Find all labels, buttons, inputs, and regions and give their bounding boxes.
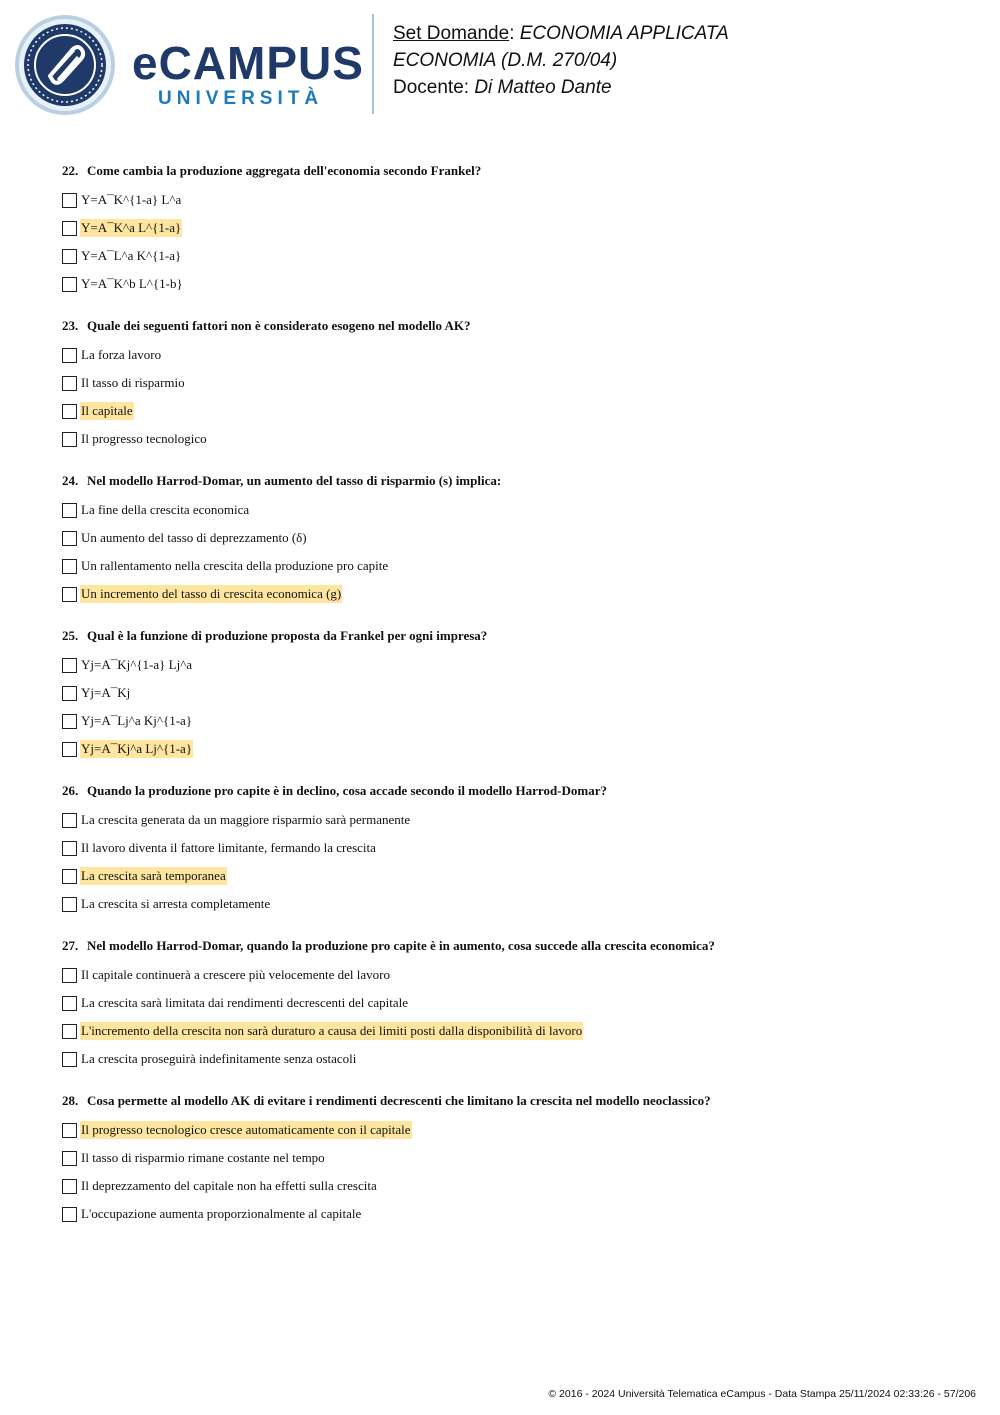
- checkbox[interactable]: [62, 587, 77, 602]
- answer-option[interactable]: [62, 707, 962, 735]
- checkbox[interactable]: [62, 869, 77, 884]
- checkbox[interactable]: [62, 1207, 77, 1222]
- question-title: [62, 935, 962, 957]
- answer-option[interactable]: [62, 524, 962, 552]
- question-text: Nel modello Harrod-Domar, quando la produzione pro capite è in aumento, cosa succede alla crescita economica?: [87, 938, 715, 953]
- question-22: [62, 160, 962, 298]
- answer-option[interactable]: [62, 1017, 962, 1045]
- option-text: Il deprezzamento del capitale non ha effetti sulla crescita: [81, 1178, 377, 1193]
- answer-option[interactable]: [62, 651, 962, 679]
- question-number: 22.: [62, 163, 79, 178]
- answer-option[interactable]: [62, 834, 962, 862]
- question-title: [62, 1090, 962, 1112]
- question-title: [62, 780, 962, 802]
- question-number: 28.: [62, 1093, 79, 1108]
- answer-option[interactable]: [62, 961, 962, 989]
- checkbox[interactable]: [62, 1123, 77, 1138]
- question-text: Nel modello Harrod-Domar, un aumento del tasso di risparmio (s) implica:: [87, 473, 502, 488]
- question-number: 24.: [62, 473, 79, 488]
- checkbox[interactable]: [62, 1024, 77, 1039]
- page-header: [0, 0, 1000, 130]
- answer-option[interactable]: [62, 270, 962, 298]
- question-26: [62, 780, 962, 918]
- checkbox[interactable]: [62, 404, 77, 419]
- page-footer: © 2016 - 2024 Università Telematica eCampus - Data Stampa 25/11/2024 02:33:26 - 57/206: [548, 1388, 976, 1400]
- answer-option[interactable]: [62, 1200, 962, 1228]
- option-text: L'occupazione aumenta proporzionalmente al capitale: [81, 1206, 362, 1221]
- question-text: Quando la produzione pro capite è in declino, cosa accade secondo il modello Harrod-Domar?: [87, 783, 607, 798]
- answer-option[interactable]: [62, 214, 962, 242]
- option-text: La forza lavoro: [81, 347, 162, 362]
- option-text: Y=A¯K^{1-a} L^a: [81, 192, 182, 207]
- checkbox[interactable]: [62, 432, 77, 447]
- answer-option[interactable]: [62, 735, 962, 763]
- answer-option[interactable]: [62, 1144, 962, 1172]
- option-text-highlighted: Y=A¯K^a L^{1-a}: [81, 220, 182, 235]
- option-text-highlighted: L'incremento della crescita non sarà duraturo a causa dei limiti posti dalla disponibilità di lavoro: [81, 1023, 583, 1038]
- option-text: Y=A¯K^b L^{1-b}: [81, 276, 183, 291]
- option-text: Un rallentamento nella crescita della produzione pro capite: [81, 558, 389, 573]
- checkbox[interactable]: [62, 376, 77, 391]
- checkbox[interactable]: [62, 686, 77, 701]
- question-25: [62, 625, 962, 763]
- checkbox[interactable]: [62, 1151, 77, 1166]
- option-text-highlighted: Un incremento del tasso di crescita economica (g): [81, 586, 342, 601]
- answer-option[interactable]: [62, 890, 962, 918]
- checkbox[interactable]: [62, 531, 77, 546]
- option-text: La crescita sarà limitata dai rendimenti decrescenti del capitale: [81, 995, 408, 1010]
- option-text: La fine della crescita economica: [81, 502, 250, 517]
- checkbox[interactable]: [62, 1052, 77, 1067]
- option-text-highlighted: Il progresso tecnologico cresce automaticamente con il capitale: [81, 1122, 411, 1137]
- option-text-highlighted: Il capitale: [81, 403, 133, 418]
- answer-option[interactable]: [62, 397, 962, 425]
- option-text: Il progresso tecnologico: [81, 431, 207, 446]
- docente-line: [393, 74, 729, 101]
- set-value: ECONOMIA APPLICATA: [519, 23, 729, 44]
- checkbox[interactable]: [62, 503, 77, 518]
- question-number: 25.: [62, 628, 79, 643]
- answer-option[interactable]: [62, 989, 962, 1017]
- brand-sub-text: UNIVERSITÀ: [158, 88, 324, 109]
- answer-option[interactable]: [62, 679, 962, 707]
- ecampus-wordmark: [132, 37, 364, 116]
- docente-label: Docente:: [393, 77, 475, 98]
- ecampus-seal-logo: [14, 14, 116, 116]
- option-text: Il tasso di risparmio rimane costante nel tempo: [81, 1150, 325, 1165]
- docente-value: Di Matteo Dante: [474, 77, 612, 98]
- answer-option[interactable]: [62, 1045, 962, 1073]
- question-title: [62, 160, 962, 182]
- question-28: [62, 1090, 962, 1228]
- checkbox[interactable]: [62, 813, 77, 828]
- question-text: Qual è la funzione di produzione proposta da Frankel per ogni impresa?: [87, 628, 488, 643]
- option-text: Yj=A¯Kj^{1-a} Lj^a: [81, 657, 193, 672]
- checkbox[interactable]: [62, 742, 77, 757]
- question-27: [62, 935, 962, 1073]
- checkbox[interactable]: [62, 559, 77, 574]
- option-text: Yj=A¯Lj^a Kj^{1-a}: [81, 713, 193, 728]
- checkbox[interactable]: [62, 897, 77, 912]
- checkbox[interactable]: [62, 249, 77, 264]
- checkbox[interactable]: [62, 277, 77, 292]
- brand-main-text: eCAMPUS: [132, 37, 364, 89]
- checkbox[interactable]: [62, 1179, 77, 1194]
- answer-option[interactable]: [62, 425, 962, 453]
- option-text-highlighted: Yj=A¯Kj^a Lj^{1-a}: [81, 741, 193, 756]
- answer-option[interactable]: [62, 580, 962, 608]
- answer-option[interactable]: [62, 862, 962, 890]
- option-text: La crescita proseguirà indefinitamente senza ostacoli: [81, 1051, 357, 1066]
- checkbox[interactable]: [62, 348, 77, 363]
- option-text: Y=A¯L^a K^{1-a}: [81, 248, 182, 263]
- question-title: [62, 315, 962, 337]
- question-list: [62, 160, 962, 1228]
- question-number: 27.: [62, 938, 79, 953]
- question-number: 26.: [62, 783, 79, 798]
- course-line: [393, 47, 729, 74]
- option-text: Il lavoro diventa il fattore limitante, fermando la crescita: [81, 840, 376, 855]
- option-text: Un aumento del tasso di deprezzamento (δ): [81, 530, 307, 545]
- question-23: [62, 315, 962, 453]
- answer-option[interactable]: [62, 186, 962, 214]
- option-text: Il capitale continuerà a crescere più velocemente del lavoro: [81, 967, 390, 982]
- answer-option[interactable]: [62, 806, 962, 834]
- course-value: ECONOMIA (D.M. 270/04): [393, 50, 618, 71]
- answer-option[interactable]: [62, 1116, 962, 1144]
- set-separator: :: [509, 23, 520, 44]
- set-line: [393, 20, 729, 47]
- question-number: 23.: [62, 318, 79, 333]
- checkbox[interactable]: [62, 221, 77, 236]
- option-text: Yj=A¯Kj: [81, 685, 131, 700]
- question-text: Quale dei seguenti fattori non è considerato esogeno nel modello AK?: [87, 318, 471, 333]
- answer-option[interactable]: [62, 552, 962, 580]
- checkbox[interactable]: [62, 714, 77, 729]
- set-label: Set Domande: [393, 23, 510, 44]
- answer-option[interactable]: [62, 369, 962, 397]
- option-text: Il tasso di risparmio: [81, 375, 185, 390]
- checkbox[interactable]: [62, 658, 77, 673]
- option-text: La crescita si arresta completamente: [81, 896, 271, 911]
- answer-option[interactable]: [62, 1172, 962, 1200]
- question-text: Come cambia la produzione aggregata dell'economia secondo Frankel?: [87, 163, 482, 178]
- question-title: [62, 625, 962, 647]
- checkbox[interactable]: [62, 968, 77, 983]
- checkbox[interactable]: [62, 841, 77, 856]
- answer-option[interactable]: [62, 242, 962, 270]
- header-divider: [372, 14, 374, 114]
- checkbox[interactable]: [62, 996, 77, 1011]
- question-text: Cosa permette al modello AK di evitare i rendimenti decrescenti che limitano la crescita nel modello neoclassico?: [87, 1093, 711, 1108]
- checkbox[interactable]: [62, 193, 77, 208]
- question-24: [62, 470, 962, 608]
- answer-option[interactable]: [62, 341, 962, 369]
- option-text-highlighted: La crescita sarà temporanea: [81, 868, 226, 883]
- header-info: [393, 20, 729, 101]
- option-text: La crescita generata da un maggiore risparmio sarà permanente: [81, 812, 411, 827]
- answer-option[interactable]: [62, 496, 962, 524]
- question-title: [62, 470, 962, 492]
